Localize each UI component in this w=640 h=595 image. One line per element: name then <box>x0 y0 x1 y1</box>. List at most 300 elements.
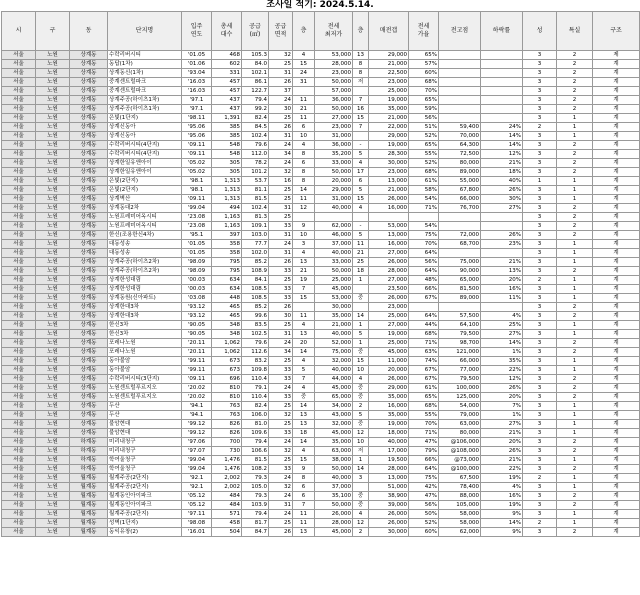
cell-bathrooms: 2 <box>557 528 593 537</box>
cell-complex-name: 학여울청구 <box>108 465 182 474</box>
cell-complex-name: 노원센트럴푸르지오 <box>108 384 182 393</box>
cell-floor: 8 <box>293 168 315 177</box>
apartment-price-table <box>1 11 640 537</box>
cell-dong: 상계동 <box>70 132 108 141</box>
cell-sale-jeonse-gap: 53,000 <box>369 222 409 231</box>
cell-bathrooms: 1 <box>557 420 593 429</box>
cell-dong: 상계동 <box>70 51 108 60</box>
cell-rooms: 3 <box>523 168 557 177</box>
cell-jeonse-ratio: 52% <box>409 159 439 168</box>
cell-structure: 계 <box>593 258 640 267</box>
header-supply-m2: 공급 (㎡) <box>242 12 269 51</box>
cell-si: 서울 <box>2 249 36 258</box>
cell-dong: 상계동 <box>70 240 108 249</box>
cell-sale-jeonse-gap: 13,000 <box>369 474 409 483</box>
cell-structure: 계 <box>593 186 640 195</box>
cell-jeonse-lowest: 45,000 <box>315 384 353 393</box>
cell-floor: 7 <box>293 501 315 510</box>
cell-move-in-year: '95.1 <box>182 231 212 240</box>
cell-gu: 노원 <box>36 465 70 474</box>
cell-supply-m2: 81.0 <box>242 420 269 429</box>
cell-floor-2: 11 <box>353 240 369 249</box>
cell-si: 서울 <box>2 213 36 222</box>
cell-structure: 계 <box>593 438 640 447</box>
cell-previous-high: 79,000 <box>439 411 481 420</box>
cell-dong: 상계동 <box>70 321 108 330</box>
cell-gu: 노원 <box>36 60 70 69</box>
cell-supply-m2: 102.4 <box>242 132 269 141</box>
table-row <box>2 501 640 510</box>
cell-sale-jeonse-gap: 23,500 <box>369 285 409 294</box>
cell-si: 서울 <box>2 267 36 276</box>
cell-decline-rate: 24% <box>481 123 523 132</box>
cell-decline-rate <box>481 303 523 312</box>
cell-gu: 노원 <box>36 240 70 249</box>
cell-supply-area: 33 <box>269 222 293 231</box>
cell-dong: 하계동 <box>70 456 108 465</box>
cell-total-households: 1,476 <box>212 465 242 474</box>
cell-supply-area: 31 <box>269 204 293 213</box>
cell-move-in-year: '01.05 <box>182 249 212 258</box>
header-jeonse-ratio: 전세 가율 <box>409 12 439 51</box>
cell-jeonse-lowest: 34,000 <box>315 402 353 411</box>
cell-total-households: 348 <box>212 330 242 339</box>
cell-move-in-year: '97.1 <box>182 96 212 105</box>
cell-structure: 계 <box>593 366 640 375</box>
cell-floor-2 <box>353 483 369 492</box>
cell-floor: 19 <box>293 276 315 285</box>
cell-rooms: 3 <box>523 105 557 114</box>
cell-previous-high: 88,000 <box>439 492 481 501</box>
cell-floor: 11 <box>293 96 315 105</box>
cell-rooms: 3 <box>523 447 557 456</box>
cell-floor-2: 1 <box>353 276 369 285</box>
cell-total-households: 1,163 <box>212 222 242 231</box>
cell-bathrooms: 2 <box>557 60 593 69</box>
cell-floor: 21 <box>293 105 315 114</box>
cell-dong: 상계동 <box>70 69 108 78</box>
cell-complex-name: 상계동대2차 <box>108 204 182 213</box>
cell-supply-m2: 81.3 <box>242 213 269 222</box>
cell-dong: 상계동 <box>70 330 108 339</box>
cell-structure: 계 <box>593 114 640 123</box>
cell-supply-area: 33 <box>269 393 293 402</box>
cell-previous-high <box>439 69 481 78</box>
cell-rooms: 2 <box>523 123 557 132</box>
cell-bathrooms: 2 <box>557 69 593 78</box>
cell-supply-m2: 81.7 <box>242 519 269 528</box>
cell-total-households: 348 <box>212 321 242 330</box>
cell-dong: 상계동 <box>70 96 108 105</box>
cell-supply-m2: 106.6 <box>242 447 269 456</box>
cell-si: 서울 <box>2 195 36 204</box>
cell-dong: 상계동 <box>70 384 108 393</box>
cell-si: 서울 <box>2 258 36 267</box>
cell-dong: 하계동 <box>70 447 108 456</box>
cell-decline-rate: 22% <box>481 366 523 375</box>
cell-total-households: 2,002 <box>212 483 242 492</box>
cell-gu: 노원 <box>36 123 70 132</box>
cell-move-in-year: '16.01 <box>182 528 212 537</box>
cell-supply-m2: 99.6 <box>242 312 269 321</box>
cell-supply-area: 33 <box>269 429 293 438</box>
cell-complex-name: 대동성송 <box>108 240 182 249</box>
cell-dong: 상계동 <box>70 150 108 159</box>
cell-jeonse-lowest: 33,000 <box>315 159 353 168</box>
cell-previous-high: 64,300 <box>439 141 481 150</box>
cell-sale-jeonse-gap: 26,000 <box>369 294 409 303</box>
cell-floor-2: 7 <box>353 123 369 132</box>
cell-supply-m2: 105.3 <box>242 51 269 60</box>
cell-floor-2: 15 <box>353 195 369 204</box>
cell-jeonse-lowest: 40,000 <box>315 474 353 483</box>
cell-floor: 3 <box>293 240 315 249</box>
cell-gu: 노원 <box>36 249 70 258</box>
cell-jeonse-ratio: 52% <box>409 519 439 528</box>
cell-move-in-year: '92.1 <box>182 474 212 483</box>
cell-gu: 노원 <box>36 87 70 96</box>
table-row <box>2 87 640 96</box>
cell-complex-name: 한신3차 <box>108 330 182 339</box>
cell-previous-high: 76,700 <box>439 204 481 213</box>
cell-jeonse-lowest: 32,000 <box>315 420 353 429</box>
cell-total-households: 795 <box>212 267 242 276</box>
cell-rooms: 3 <box>523 231 557 240</box>
table-row <box>2 51 640 60</box>
table-row <box>2 474 640 483</box>
cell-supply-m2: 81.5 <box>242 195 269 204</box>
cell-move-in-year: '99.04 <box>182 204 212 213</box>
cell-bathrooms: 1 <box>557 366 593 375</box>
cell-supply-area: 31 <box>269 249 293 258</box>
cell-gu: 노원 <box>36 78 70 87</box>
cell-floor-2: 10 <box>353 438 369 447</box>
cell-gu: 노원 <box>36 285 70 294</box>
cell-jeonse-lowest: 25,000 <box>315 276 353 285</box>
cell-bathrooms: 2 <box>557 150 593 159</box>
cell-previous-high: 59,400 <box>439 123 481 132</box>
cell-complex-name: 월계주공(2단지) <box>108 474 182 483</box>
cell-complex-name: 은빛(1단지) <box>108 114 182 123</box>
cell-total-households: 673 <box>212 366 242 375</box>
cell-jeonse-ratio: 52% <box>409 132 439 141</box>
cell-move-in-year: '92.1 <box>182 483 212 492</box>
cell-move-in-year: '98.1 <box>182 186 212 195</box>
cell-decline-rate: 21% <box>481 429 523 438</box>
cell-decline-rate <box>481 51 523 60</box>
cell-sale-jeonse-gap: 22,000 <box>369 123 409 132</box>
cell-decline-rate: 19% <box>481 474 523 483</box>
cell-floor-2: - <box>353 141 369 150</box>
cell-floor-2: 16 <box>353 105 369 114</box>
cell-dong: 상계동 <box>70 267 108 276</box>
cell-floor-2: 3 <box>353 474 369 483</box>
cell-jeonse-ratio: 58% <box>409 186 439 195</box>
cell-sale-jeonse-gap: 16,000 <box>369 240 409 249</box>
cell-structure: 계 <box>593 267 640 276</box>
cell-rooms: 3 <box>523 483 557 492</box>
cell-floor-2: 18 <box>353 267 369 276</box>
cell-bathrooms: 2 <box>557 492 593 501</box>
cell-sale-jeonse-gap: 25,000 <box>369 87 409 96</box>
cell-structure: 계 <box>593 483 640 492</box>
cell-bathrooms: 2 <box>557 96 593 105</box>
cell-dong: 상계동 <box>70 348 108 357</box>
cell-supply-m2: 105.0 <box>242 483 269 492</box>
cell-complex-name: 수락리버시티(4단지) <box>108 141 182 150</box>
cell-supply-area: 25 <box>269 519 293 528</box>
cell-si: 서울 <box>2 519 36 528</box>
header-floor: 층 <box>293 12 315 51</box>
cell-dong: 상계동 <box>70 78 108 87</box>
table-row <box>2 195 640 204</box>
cell-si: 서울 <box>2 51 36 60</box>
cell-total-households: 437 <box>212 96 242 105</box>
survey-date-title: 조사일 적기: 2024.5.14. <box>266 0 374 10</box>
cell-complex-name: 한신3차 <box>108 321 182 330</box>
cell-total-households: 1,476 <box>212 456 242 465</box>
cell-bathrooms: 1 <box>557 249 593 258</box>
cell-previous-high <box>439 222 481 231</box>
cell-gu: 노원 <box>36 159 70 168</box>
cell-jeonse-ratio: 56% <box>409 501 439 510</box>
cell-jeonse-lowest: 28,000 <box>315 60 353 69</box>
header-dong: 동 <box>70 12 108 51</box>
cell-gu: 노원 <box>36 294 70 303</box>
cell-previous-high: 66,000 <box>439 357 481 366</box>
table-row <box>2 150 640 159</box>
cell-sale-jeonse-gap: 19,000 <box>369 330 409 339</box>
cell-bathrooms: 2 <box>557 105 593 114</box>
cell-structure: 계 <box>593 195 640 204</box>
cell-move-in-year: '98.09 <box>182 267 212 276</box>
cell-floor <box>293 87 315 96</box>
cell-jeonse-ratio: 47% <box>409 438 439 447</box>
cell-sale-jeonse-gap: 35,000 <box>369 393 409 402</box>
cell-previous-high <box>439 303 481 312</box>
cell-rooms: 3 <box>523 150 557 159</box>
cell-gu: 노원 <box>36 384 70 393</box>
cell-previous-high <box>439 105 481 114</box>
cell-si: 서울 <box>2 510 36 519</box>
cell-supply-area: 33 <box>269 294 293 303</box>
cell-structure: 계 <box>593 321 640 330</box>
cell-dong: 상계동 <box>70 420 108 429</box>
cell-previous-high <box>439 96 481 105</box>
cell-gu: 노원 <box>36 474 70 483</box>
cell-structure: 계 <box>593 105 640 114</box>
cell-previous-high: 80,000 <box>439 159 481 168</box>
cell-jeonse-ratio: 55% <box>409 411 439 420</box>
cell-supply-area: 24 <box>269 474 293 483</box>
cell-decline-rate: 26% <box>481 447 523 456</box>
cell-rooms: 3 <box>523 528 557 537</box>
table-row <box>2 519 640 528</box>
cell-structure: 계 <box>593 411 640 420</box>
cell-supply-area: 32 <box>269 411 293 420</box>
table-row <box>2 285 640 294</box>
cell-rooms: 3 <box>523 330 557 339</box>
cell-floor-2: 2 <box>353 528 369 537</box>
cell-structure: 계 <box>593 375 640 384</box>
cell-floor: 11 <box>293 510 315 519</box>
cell-gu: 노원 <box>36 429 70 438</box>
cell-structure: 계 <box>593 276 640 285</box>
cell-bathrooms: 1 <box>557 177 593 186</box>
table-row <box>2 60 640 69</box>
cell-dong: 상계동 <box>70 375 108 384</box>
cell-structure: 계 <box>593 339 640 348</box>
cell-complex-name: 동답(1차) <box>108 60 182 69</box>
cell-rooms: 3 <box>523 267 557 276</box>
cell-gu: 노원 <box>36 132 70 141</box>
cell-supply-m2: 82.4 <box>242 114 269 123</box>
cell-jeonse-ratio: 57% <box>409 60 439 69</box>
cell-si: 서울 <box>2 204 36 213</box>
cell-floor-2: 4 <box>353 375 369 384</box>
cell-gu: 노원 <box>36 330 70 339</box>
cell-rooms: 3 <box>523 339 557 348</box>
cell-supply-area: 33 <box>269 366 293 375</box>
cell-structure: 계 <box>593 150 640 159</box>
cell-floor-2: 7 <box>353 96 369 105</box>
cell-si: 서울 <box>2 150 36 159</box>
cell-decline-rate: 20% <box>481 276 523 285</box>
cell-rooms: 3 <box>523 51 557 60</box>
cell-sale-jeonse-gap: 29,000 <box>369 51 409 60</box>
table-row <box>2 384 640 393</box>
cell-jeonse-ratio: 79% <box>409 447 439 456</box>
cell-floor-2: 저 <box>353 447 369 456</box>
cell-structure: 계 <box>593 330 640 339</box>
cell-supply-area: 25 <box>269 321 293 330</box>
cell-floor: 10 <box>293 231 315 240</box>
cell-supply-area: 26 <box>269 78 293 87</box>
cell-floor-2 <box>353 303 369 312</box>
cell-si: 서울 <box>2 240 36 249</box>
cell-rooms: 3 <box>523 357 557 366</box>
cell-floor-2: 10 <box>353 366 369 375</box>
cell-move-in-year: '94.1 <box>182 411 212 420</box>
cell-sale-jeonse-gap: 26,000 <box>369 258 409 267</box>
cell-move-in-year: '90.05 <box>182 330 212 339</box>
cell-move-in-year: '20.02 <box>182 384 212 393</box>
cell-rooms: 3 <box>523 312 557 321</box>
cell-jeonse-lowest <box>315 213 353 222</box>
cell-complex-name: 월계동인아이파크 <box>108 492 182 501</box>
cell-previous-high: 62,000 <box>439 528 481 537</box>
cell-supply-m2: 112.0 <box>242 150 269 159</box>
cell-decline-rate: 12% <box>481 375 523 384</box>
cell-sale-jeonse-gap: 16,000 <box>369 204 409 213</box>
cell-si: 서울 <box>2 483 36 492</box>
cell-move-in-year: '93.04 <box>182 69 212 78</box>
cell-previous-high: @100,000 <box>439 465 481 474</box>
cell-previous-high: 100,000 <box>439 384 481 393</box>
cell-previous-high: 98,700 <box>439 339 481 348</box>
cell-supply-area: 24 <box>269 240 293 249</box>
cell-complex-name: 동익유창(2) <box>108 528 182 537</box>
cell-complex-name: 포레나노원 <box>108 348 182 357</box>
cell-jeonse-lowest: 35,200 <box>315 150 353 159</box>
cell-rooms: 3 <box>523 402 557 411</box>
cell-bathrooms: 2 <box>557 501 593 510</box>
cell-jeonse-ratio: 67% <box>409 366 439 375</box>
cell-decline-rate: 16% <box>481 492 523 501</box>
cell-gu: 노원 <box>36 51 70 60</box>
cell-bathrooms: 2 <box>557 438 593 447</box>
cell-structure: 계 <box>593 249 640 258</box>
cell-supply-m2: 101.2 <box>242 168 269 177</box>
cell-structure: 계 <box>593 213 640 222</box>
cell-gu: 노원 <box>36 105 70 114</box>
cell-total-households: 730 <box>212 447 242 456</box>
cell-decline-rate <box>481 222 523 231</box>
cell-gu: 노원 <box>36 528 70 537</box>
cell-sale-jeonse-gap: 23,000 <box>369 168 409 177</box>
cell-jeonse-lowest: 33,000 <box>315 258 353 267</box>
cell-si: 서울 <box>2 123 36 132</box>
cell-jeonse-lowest: 28,000 <box>315 519 353 528</box>
cell-floor: 5 <box>293 366 315 375</box>
cell-sale-jeonse-gap: 27,000 <box>369 276 409 285</box>
cell-supply-area: 25 <box>269 186 293 195</box>
cell-floor: 6 <box>293 123 315 132</box>
cell-jeonse-ratio: 68% <box>409 402 439 411</box>
cell-floor: 14 <box>293 348 315 357</box>
cell-floor: 11 <box>293 195 315 204</box>
cell-total-households: 305 <box>212 159 242 168</box>
cell-gu: 노원 <box>36 420 70 429</box>
cell-rooms: 3 <box>523 222 557 231</box>
cell-rooms: 3 <box>523 159 557 168</box>
cell-si: 서울 <box>2 411 36 420</box>
cell-supply-m2: 108.2 <box>242 465 269 474</box>
cell-sale-jeonse-gap: 28,000 <box>369 267 409 276</box>
cell-dong: 상계동 <box>70 411 108 420</box>
cell-si: 서울 <box>2 276 36 285</box>
cell-total-households: 1,062 <box>212 348 242 357</box>
cell-sale-jeonse-gap: 18,000 <box>369 429 409 438</box>
cell-complex-name: 불암현대 <box>108 429 182 438</box>
table-row <box>2 321 640 330</box>
cell-total-households: 826 <box>212 420 242 429</box>
cell-floor-2: 14 <box>353 465 369 474</box>
cell-sale-jeonse-gap: 38,900 <box>369 492 409 501</box>
cell-si: 서울 <box>2 114 36 123</box>
cell-move-in-year: '00.03 <box>182 276 212 285</box>
cell-floor-2: 5 <box>353 330 369 339</box>
cell-previous-high: 54,000 <box>439 402 481 411</box>
cell-floor: 7 <box>293 375 315 384</box>
cell-rooms: 2 <box>523 276 557 285</box>
cell-floor: 10 <box>293 132 315 141</box>
cell-move-in-year: '99.11 <box>182 357 212 366</box>
cell-supply-m2: 77.7 <box>242 240 269 249</box>
cell-sale-jeonse-gap: 35,000 <box>369 105 409 114</box>
cell-complex-name: 상계한일유앤아이 <box>108 168 182 177</box>
cell-structure: 계 <box>593 474 640 483</box>
cell-jeonse-ratio: 61% <box>409 177 439 186</box>
cell-jeonse-lowest: 50,000 <box>315 465 353 474</box>
cell-floor-2: 중 <box>353 420 369 429</box>
cell-decline-rate: 7% <box>481 402 523 411</box>
cell-move-in-year: '98.11 <box>182 114 212 123</box>
cell-bathrooms: 2 <box>557 267 593 276</box>
cell-jeonse-ratio: 70% <box>409 420 439 429</box>
cell-jeonse-lowest: 50,000 <box>315 168 353 177</box>
cell-previous-high: 66,000 <box>439 195 481 204</box>
